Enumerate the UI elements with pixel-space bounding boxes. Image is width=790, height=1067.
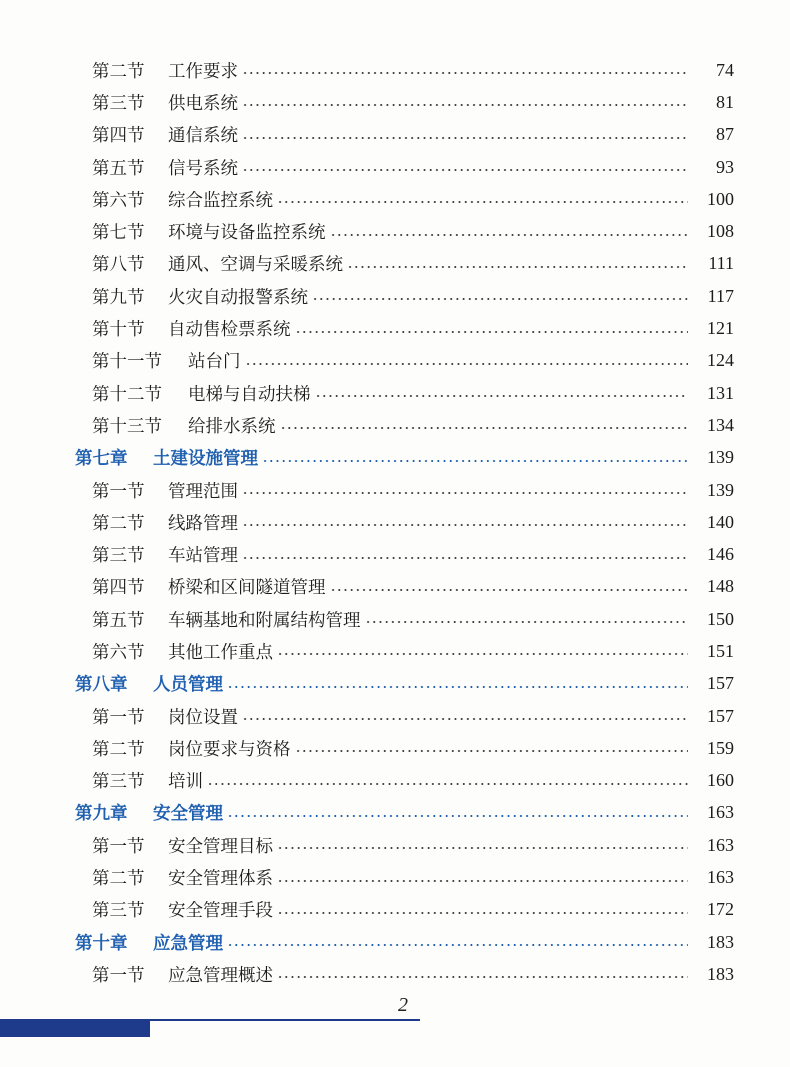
toc-entry-title: 其他工作重点 [168, 642, 273, 663]
toc-entry-title: 人员管理 [153, 675, 223, 696]
toc-entry-number: 第九章 [75, 804, 128, 825]
toc-section-entry[interactable] [0, 603, 790, 635]
toc-section-entry[interactable] [0, 506, 790, 538]
dot-leader [365, 621, 689, 623]
dot-leader [242, 104, 688, 106]
toc-entry-title: 工作要求 [168, 61, 238, 82]
dot-leader [207, 783, 688, 785]
toc-entry-title: 自动售检票系统 [168, 320, 291, 341]
toc-entry-title: 管理范围 [168, 481, 238, 502]
toc-section-entry[interactable] [0, 151, 790, 183]
toc-entry-title: 车辆基地和附属结构管理 [168, 610, 361, 631]
toc-section-entry[interactable] [0, 861, 790, 893]
toc-entry-number: 第八节 [92, 255, 145, 276]
toc-entry-page: 100 [707, 188, 734, 209]
toc-entry-page: 139 [707, 447, 734, 468]
toc-section-entry[interactable] [0, 86, 790, 118]
dot-leader [242, 718, 688, 720]
toc-entry-page: 148 [707, 576, 734, 597]
toc-entry-page: 121 [707, 318, 734, 339]
toc-entry-page: 93 [716, 156, 734, 177]
toc-entry-page: 160 [707, 770, 734, 791]
toc-section-entry[interactable] [0, 732, 790, 764]
toc-entry-page: 163 [707, 802, 734, 823]
toc-entry-title: 安全管理体系 [168, 869, 273, 890]
toc-entry-number: 第五节 [92, 158, 145, 179]
dot-leader [277, 847, 688, 849]
toc-entry-title: 信号系统 [168, 158, 238, 179]
toc-entry-page: 163 [707, 834, 734, 855]
toc-entry-page: 157 [707, 705, 734, 726]
dot-leader [242, 492, 688, 494]
toc-entry-page: 157 [707, 673, 734, 694]
dot-leader [330, 234, 689, 236]
toc-entry-title: 综合监控系统 [168, 190, 273, 211]
dot-leader [227, 944, 688, 946]
dot-leader [262, 460, 688, 462]
toc-entry-page: 111 [708, 253, 734, 274]
toc-section-entry[interactable] [0, 280, 790, 312]
toc-entry-title: 站台门 [188, 352, 241, 373]
toc-entry-page: 139 [707, 479, 734, 500]
toc-entry-number: 第二节 [92, 513, 145, 534]
toc-entry-title: 安全管理手段 [168, 901, 273, 922]
toc-section-entry[interactable] [0, 54, 790, 86]
toc-entry-title: 线路管理 [168, 513, 238, 534]
toc-entry-number: 第十节 [92, 320, 145, 341]
toc-entry-page: 146 [707, 544, 734, 565]
toc-entry-number: 第十一节 [92, 352, 162, 373]
toc-entry-number: 第十二节 [92, 384, 162, 405]
dot-leader [347, 266, 688, 268]
table-of-contents [0, 54, 790, 991]
footer-color-bar [0, 1019, 150, 1037]
toc-section-entry[interactable] [0, 894, 790, 926]
toc-entry-number: 第七节 [92, 223, 145, 244]
toc-entry-title: 给排水系统 [188, 416, 276, 437]
toc-entry-number: 第四节 [92, 578, 145, 599]
toc-entry-page: 140 [707, 511, 734, 532]
toc-entry-number: 第二节 [92, 61, 145, 82]
toc-entry-number: 第一节 [92, 836, 145, 857]
toc-section-entry[interactable] [0, 958, 790, 990]
toc-entry-number: 第一节 [92, 481, 145, 502]
toc-entry-title: 岗位要求与资格 [168, 739, 291, 760]
toc-entry-page: 183 [707, 931, 734, 952]
dot-leader [277, 653, 688, 655]
toc-entry-page: 134 [707, 414, 734, 435]
toc-entry-page: 159 [707, 737, 734, 758]
toc-chapter-entry[interactable] [0, 442, 790, 474]
toc-entry-title: 通风、空调与采暖系统 [168, 255, 343, 276]
toc-section-entry[interactable] [0, 538, 790, 570]
toc-section-entry[interactable] [0, 571, 790, 603]
toc-entry-title: 桥梁和区间隧道管理 [168, 578, 326, 599]
dot-leader [242, 72, 688, 74]
toc-entry-number: 第一节 [92, 965, 145, 986]
toc-entry-page: 124 [707, 350, 734, 371]
toc-entry-title: 岗位设置 [168, 707, 238, 728]
toc-chapter-entry[interactable] [0, 797, 790, 829]
toc-section-entry[interactable] [0, 409, 790, 441]
toc-entry-page: 87 [716, 124, 734, 145]
toc-entry-page: 131 [707, 382, 734, 403]
toc-section-entry[interactable] [0, 765, 790, 797]
toc-entry-title: 安全管理 [153, 804, 223, 825]
toc-entry-title: 供电系统 [168, 93, 238, 114]
toc-entry-number: 第六节 [92, 642, 145, 663]
toc-entry-number: 第六节 [92, 190, 145, 211]
dot-leader [330, 589, 689, 591]
toc-entry-number: 第三节 [92, 546, 145, 567]
toc-entry-page: 151 [707, 640, 734, 661]
dot-leader [277, 912, 688, 914]
toc-entry-number: 第二节 [92, 739, 145, 760]
toc-entry-number: 第四节 [92, 126, 145, 147]
page-number: 2 [398, 994, 408, 1016]
toc-entry-title: 应急管理 [153, 933, 223, 954]
dot-leader [277, 201, 688, 203]
toc-entry-page: 108 [707, 221, 734, 242]
toc-entry-number: 第九节 [92, 287, 145, 308]
toc-entry-title: 火灾自动报警系统 [168, 287, 308, 308]
dot-leader [315, 395, 689, 397]
dot-leader [295, 331, 689, 333]
toc-entry-number: 第十章 [75, 933, 128, 954]
toc-entry-number: 第三节 [92, 93, 145, 114]
toc-section-entry[interactable] [0, 312, 790, 344]
toc-entry-page: 81 [716, 91, 734, 112]
toc-entry-title: 环境与设备监控系统 [168, 223, 326, 244]
toc-entry-number: 第三节 [92, 901, 145, 922]
toc-entry-title: 应急管理概述 [168, 965, 273, 986]
toc-section-entry[interactable] [0, 474, 790, 506]
dot-leader [227, 686, 688, 688]
toc-section-entry[interactable] [0, 183, 790, 215]
dot-leader [245, 363, 689, 365]
dot-leader [312, 298, 688, 300]
toc-section-entry[interactable] [0, 377, 790, 409]
toc-chapter-entry[interactable] [0, 668, 790, 700]
toc-section-entry[interactable] [0, 829, 790, 861]
toc-entry-page: 117 [707, 285, 734, 306]
toc-entry-title: 培训 [168, 772, 203, 793]
toc-entry-number: 第十三节 [92, 416, 162, 437]
toc-entry-number: 第二节 [92, 869, 145, 890]
dot-leader [242, 169, 688, 171]
toc-entry-page: 150 [707, 608, 734, 629]
dot-leader [295, 750, 689, 752]
toc-entry-page: 74 [716, 59, 734, 80]
toc-entry-number: 第八章 [75, 675, 128, 696]
dot-leader [277, 880, 688, 882]
toc-section-entry[interactable] [0, 635, 790, 667]
toc-section-entry[interactable] [0, 345, 790, 377]
dot-leader [280, 427, 689, 429]
dot-leader [242, 137, 688, 139]
toc-section-entry[interactable] [0, 119, 790, 151]
toc-entry-number: 第七章 [75, 449, 128, 470]
dot-leader [227, 815, 688, 817]
toc-chapter-entry[interactable] [0, 926, 790, 958]
dot-leader [242, 557, 688, 559]
footer-rule [150, 1019, 420, 1021]
toc-entry-number: 第五节 [92, 610, 145, 631]
toc-section-entry[interactable] [0, 248, 790, 280]
toc-entry-page: 172 [707, 899, 734, 920]
toc-entry-title: 安全管理目标 [168, 836, 273, 857]
toc-entry-title: 通信系统 [168, 126, 238, 147]
toc-entry-title: 电梯与自动扶梯 [188, 384, 311, 405]
toc-entry-title: 车站管理 [168, 546, 238, 567]
dot-leader [277, 976, 688, 978]
toc-entry-number: 第一节 [92, 707, 145, 728]
toc-entry-page: 163 [707, 867, 734, 888]
toc-entry-number: 第三节 [92, 772, 145, 793]
toc-entry-page: 183 [707, 963, 734, 984]
toc-section-entry[interactable] [0, 215, 790, 247]
toc-section-entry[interactable] [0, 700, 790, 732]
dot-leader [242, 524, 688, 526]
toc-entry-title: 土建设施管理 [153, 449, 258, 470]
